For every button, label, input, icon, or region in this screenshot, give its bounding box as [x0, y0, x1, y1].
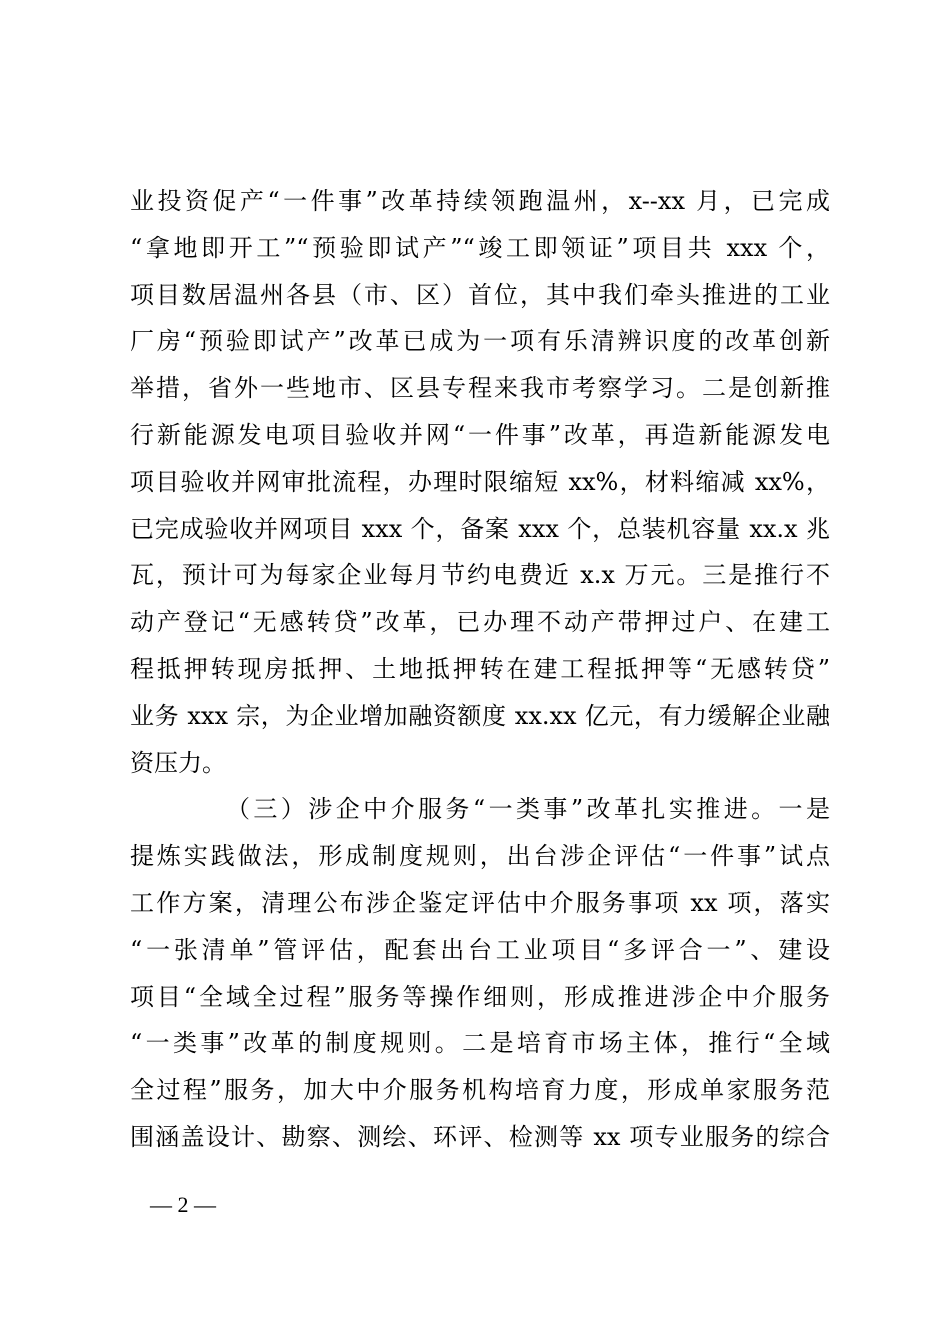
- text-line: 举措，省外一些地市、区县专程来我市考察学习。二是创新推: [130, 374, 830, 403]
- text-line: 项目验收并网审批流程，办理时限缩短 xx%，材料缩减 xx%，: [130, 467, 830, 496]
- text-line: 业投资促产“一件事”改革持续领跑温州，x--xx 月，已完成: [130, 187, 830, 215]
- paragraph-end-line: 资压力。: [130, 748, 226, 777]
- text-line: 厂房“预验即试产”改革已成为一项有乐清辨识度的改革创新: [130, 327, 830, 356]
- text-line: 业务 xxx 宗，为企业增加融资额度 xx.xx 亿元，有力缓解企业融: [130, 701, 830, 730]
- text-line: 瓦，预计可为每家企业每月节约电费近 x.x 万元。三是推行不: [130, 561, 830, 590]
- text-line: 动产登记“无感转贷”改革，已办理不动产带押过户、在建工: [130, 608, 830, 637]
- body-text: [130, 178, 830, 1161]
- text-line: 项目“全域全过程”服务等操作细则，形成推进涉企中介服务: [130, 982, 830, 1011]
- text-line: “一类事”改革的制度规则。二是培育市场主体，推行“全域: [130, 1029, 830, 1058]
- text-line: 程抵押转现房抵押、土地抵押转在建工程抵押等“无感转贷”: [130, 654, 830, 683]
- text-line: 全过程”服务，加大中介服务机构培育力度，形成单家服务范: [130, 1076, 830, 1105]
- page-number: — 2 —: [150, 1192, 216, 1217]
- text-line: 提炼实践做法，形成制度规则，出台涉企评估“一件事”试点: [130, 842, 830, 871]
- text-line: 围涵盖设计、勘察、测绘、环评、检测等 xx 项专业服务的综合: [130, 1122, 830, 1151]
- text-line: 已完成验收并网项目 xxx 个，备案 xxx 个，总装机容量 xx.x 兆: [130, 514, 830, 543]
- text-line: “拿地即开工”“预验即试产”“竣工即领证”项目共 xxx 个，: [130, 233, 830, 262]
- section-heading-line: （三）涉企中介服务“一类事”改革扎实推进。一是: [226, 795, 830, 824]
- text-line: 工作方案，清理公布涉企鉴定评估中介服务事项 xx 项，落实: [130, 888, 830, 917]
- text-line: 行新能源发电项目验收并网“一件事”改革，再造新能源发电: [130, 420, 830, 449]
- text-line: “一张清单”管评估，配套出台工业项目“多评合一”、建设: [130, 935, 830, 964]
- text-line: 项目数居温州各县（市、区）首位，其中我们牵头推进的工业: [130, 280, 830, 309]
